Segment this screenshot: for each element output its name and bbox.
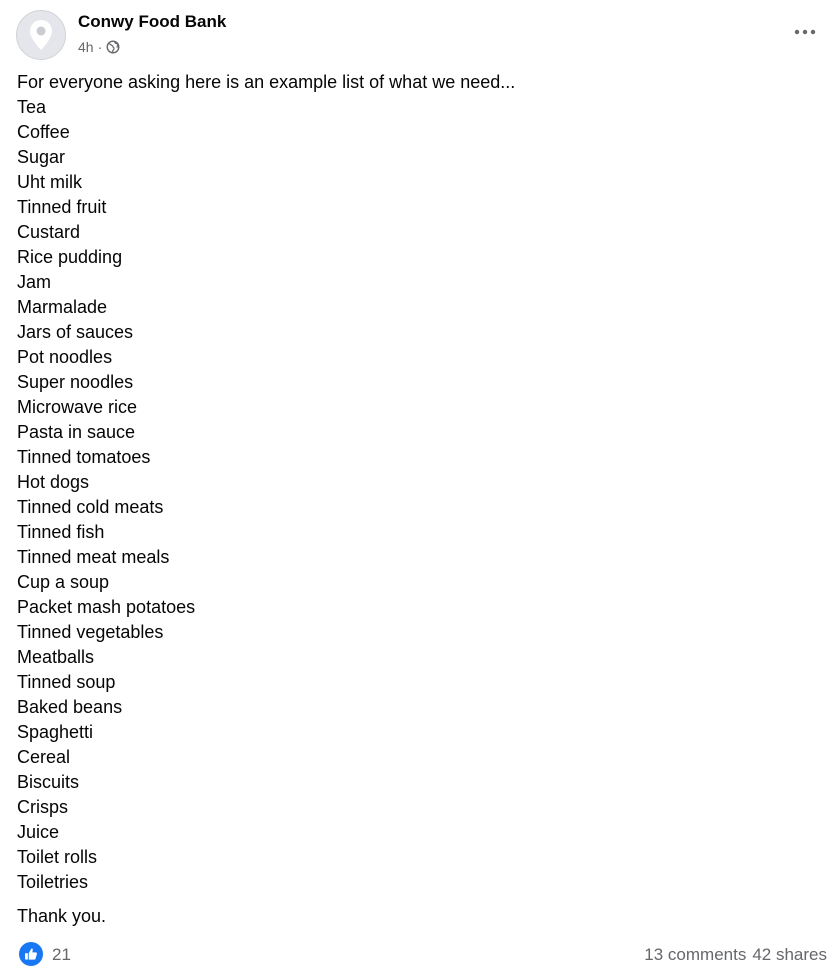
list-item: Custard <box>17 222 81 242</box>
list-item: Crisps <box>17 797 69 817</box>
list-item: Tinned fish <box>17 522 105 542</box>
globe-icon[interactable] <box>106 40 120 54</box>
page-avatar[interactable] <box>16 10 66 60</box>
list-item: Tinned meat meals <box>17 547 170 567</box>
reaction-count[interactable]: 21 <box>52 945 71 964</box>
list-item: Tinned vegetables <box>17 622 164 642</box>
comments-count-link[interactable]: 13 comments <box>644 945 747 964</box>
needed-items-list <box>17 95 817 895</box>
list-item: Baked beans <box>17 697 123 717</box>
list-item: Biscuits <box>17 772 80 792</box>
list-item: Rice pudding <box>17 247 123 267</box>
post-timestamp[interactable]: 4h <box>78 39 94 55</box>
location-pin-icon <box>29 19 53 51</box>
more-options-button[interactable] <box>787 18 823 46</box>
post-body <box>17 70 817 929</box>
list-item: Pasta in sauce <box>17 422 136 442</box>
list-item: Marmalade <box>17 297 108 317</box>
thumbs-up-icon <box>24 947 38 961</box>
post-intro: For everyone asking here is an example list of what we need... <box>17 72 516 92</box>
post-meta <box>78 39 120 55</box>
list-item: Juice <box>17 822 60 842</box>
shares-count-link[interactable]: 42 shares <box>752 945 827 964</box>
list-item: Toiletries <box>17 872 89 892</box>
list-item: Super noodles <box>17 372 134 392</box>
post-footer <box>0 940 837 970</box>
list-item: Coffee <box>17 122 70 142</box>
list-item: Packet mash potatoes <box>17 597 196 617</box>
list-item: Microwave rice <box>17 397 138 417</box>
like-reaction-icon[interactable] <box>19 942 43 966</box>
more-dots-icon <box>794 29 816 35</box>
list-item: Tinned soup <box>17 672 116 692</box>
author-name[interactable]: Conwy Food Bank <box>78 12 227 31</box>
list-item: Jam <box>17 272 52 292</box>
list-item: Uht milk <box>17 172 83 192</box>
list-item: Tinned tomatoes <box>17 447 151 467</box>
list-item: Tinned cold meats <box>17 497 164 517</box>
list-item: Sugar <box>17 147 66 167</box>
engagement-stats <box>644 945 827 965</box>
list-item: Cereal <box>17 747 71 767</box>
list-item: Spaghetti <box>17 722 94 742</box>
list-item: Meatballs <box>17 647 95 667</box>
list-item: Tinned fruit <box>17 197 107 217</box>
list-item: Toilet rolls <box>17 847 98 867</box>
list-item: Hot dogs <box>17 472 90 492</box>
list-item: Jars of sauces <box>17 322 134 342</box>
list-item: Tea <box>17 97 47 117</box>
meta-separator: · <box>97 39 103 55</box>
post-closing: Thank you. <box>17 906 107 926</box>
list-item: Pot noodles <box>17 347 113 367</box>
list-item: Cup a soup <box>17 572 110 592</box>
